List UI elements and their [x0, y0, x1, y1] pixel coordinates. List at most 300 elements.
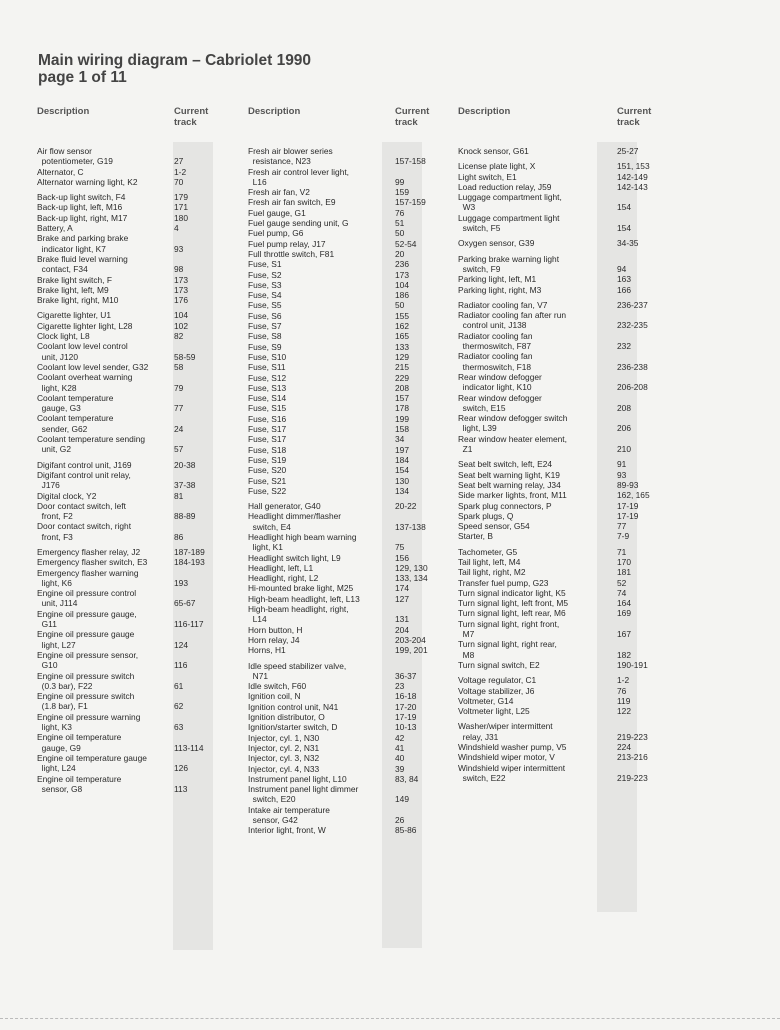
component-description: Brake light switch, F — [37, 274, 112, 285]
component-description: Fuse, S22 — [248, 485, 287, 496]
component-description: Digital clock, Y2 — [37, 490, 97, 501]
component-description: Injector, cyl. 3, N32 — [248, 753, 320, 764]
table-row — [37, 413, 222, 434]
current-track-value: 61 — [174, 680, 184, 691]
table-row — [458, 752, 664, 762]
component-description: Turn signal light, right rear, M8 — [458, 639, 557, 660]
table-row — [458, 686, 664, 696]
component-description: Parking light, right, M3 — [458, 284, 542, 295]
table-row — [248, 239, 453, 249]
table-row — [248, 573, 453, 583]
table-row — [248, 280, 453, 290]
table-row — [37, 275, 222, 285]
current-track-value: 77 — [617, 521, 627, 532]
description-header: Description — [458, 106, 511, 117]
current-track-value: 204 — [395, 624, 409, 635]
current-track-value: 133, 134 — [395, 573, 428, 584]
table-row — [37, 192, 222, 202]
table-row — [248, 635, 453, 645]
component-description: Fuse, S13 — [248, 382, 287, 393]
current-track-value: 86 — [174, 531, 184, 542]
table-row — [458, 172, 664, 182]
table-row — [248, 331, 453, 341]
table-row — [37, 774, 222, 795]
component-description: Coolant overheat warning light, K28 — [37, 372, 133, 393]
current-track-value: 113-114 — [174, 742, 204, 753]
component-description: Interior light, front, W — [248, 825, 326, 836]
current-track-value: 20-22 — [395, 501, 417, 512]
table-row — [458, 598, 664, 608]
current-track-value: 134 — [395, 485, 409, 496]
current-track-value: 193 — [174, 577, 188, 588]
current-track-value: 10-13 — [395, 722, 417, 733]
current-track-value: 165 — [395, 331, 409, 342]
current-track-value: 82 — [174, 331, 184, 342]
component-description: Hi-mounted brake light, M25 — [248, 583, 354, 594]
component-description: Turn signal indicator light, K5 — [458, 587, 566, 598]
component-description: Intake air temperature sensor, G42 — [248, 804, 330, 825]
component-description: Tail light, left, M4 — [458, 556, 521, 567]
table-row — [248, 290, 453, 300]
current-track-value: 93 — [174, 243, 184, 254]
current-track-value: 89-93 — [617, 479, 639, 490]
table-row — [37, 167, 222, 177]
component-description: Battery, A — [37, 223, 73, 234]
component-description: Fuse, S15 — [248, 403, 287, 414]
table-row — [37, 310, 222, 320]
component-description: Horns, H1 — [248, 645, 286, 656]
component-description: Rear window defogger switch, E15 — [458, 392, 542, 413]
table-row — [458, 372, 664, 393]
table-row — [37, 146, 222, 167]
table-row — [458, 547, 664, 557]
current-track-value: 149 — [395, 794, 409, 805]
table-row — [458, 351, 664, 372]
component-description: Seat belt switch, left, E24 — [458, 459, 553, 470]
component-description: Emergency flasher relay, J2 — [37, 546, 141, 557]
component-description: Rear window defogger switch light, L39 — [458, 413, 568, 434]
current-track-value: 63 — [174, 722, 184, 733]
current-track-value: 224 — [617, 742, 631, 753]
table-row — [248, 187, 453, 197]
table-row — [248, 501, 453, 511]
current-track-value: 156 — [395, 552, 409, 563]
current-track-value: 50 — [395, 300, 405, 311]
table-row — [458, 480, 664, 490]
table-row — [248, 228, 453, 238]
current-track-value: 159 — [395, 187, 409, 198]
table-row — [458, 501, 664, 511]
current-track-value: 88-89 — [174, 511, 196, 522]
component-description: Fuse, S5 — [248, 300, 282, 311]
current-track-value: 51 — [395, 218, 405, 229]
component-description: Coolant temperature sending unit, G2 — [37, 434, 146, 455]
component-description: Brake fluid level warning contact, F34 — [37, 253, 128, 275]
component-description: Door contact switch, right front, F3 — [37, 521, 132, 542]
table-row — [248, 414, 453, 424]
page-title — [38, 52, 311, 86]
table-row — [248, 373, 453, 383]
entry-list — [37, 146, 222, 794]
current-track-value: 219-223 — [617, 731, 648, 742]
current-track-value: 17-19 — [617, 510, 639, 521]
table-row — [458, 331, 664, 352]
component-description: Fresh air fan, V2 — [248, 187, 310, 198]
component-description: Coolant low level control unit, J120 — [37, 341, 128, 362]
table-row — [248, 300, 453, 310]
current-track-value: 83, 84 — [395, 773, 419, 784]
component-description: Transfer fuel pump, G23 — [458, 577, 549, 588]
component-description: Instrument panel light, L10 — [248, 773, 347, 784]
current-track-value: 127 — [395, 593, 409, 604]
current-track-value: 155 — [395, 310, 409, 321]
component-description: Engine oil pressure sensor, G10 — [37, 649, 139, 671]
table-row — [37, 393, 222, 414]
table-row — [37, 254, 222, 275]
table-row — [248, 362, 453, 372]
table-row — [458, 285, 664, 295]
current-track-value: 210 — [617, 444, 631, 455]
component-description: Engine oil temperature sensor, G8 — [37, 773, 122, 794]
table-row — [248, 774, 453, 784]
component-description: Rear window defogger indicator light, K10 — [458, 371, 542, 393]
current-track-value: 157 — [395, 393, 409, 404]
table-row — [248, 594, 453, 604]
table-row — [248, 455, 453, 465]
table-row — [37, 295, 222, 305]
current-track-value: 102 — [174, 320, 188, 331]
component-description: Alternator warning light, K2 — [37, 176, 138, 187]
current-track-value: 154 — [617, 223, 631, 234]
table-row — [458, 459, 664, 469]
current-track-value: 142-149 — [617, 171, 648, 182]
current-track-value: 7-9 — [617, 531, 630, 542]
current-track-value: 170 — [617, 556, 631, 567]
component-description: Engine oil pressure control unit, J114 — [37, 588, 137, 609]
current-track-value: 137-138 — [395, 521, 426, 532]
table-row — [248, 424, 453, 434]
component-description: Fresh air blower series resistance, N23 — [248, 146, 333, 167]
component-description: Headlight high beam warning light, K1 — [248, 531, 357, 553]
table-row — [37, 671, 222, 692]
current-track-value: 34 — [395, 434, 405, 445]
table-row — [458, 557, 664, 567]
current-track-value: 104 — [395, 279, 409, 290]
component-description: Fuse, S1 — [248, 259, 282, 270]
component-description: License plate light, X — [458, 161, 536, 172]
current-track-value: 71 — [617, 546, 627, 557]
table-row — [458, 511, 664, 521]
column-header — [248, 106, 453, 128]
current-track-value: 133 — [395, 341, 409, 352]
component-description: Back-up light, left, M16 — [37, 202, 123, 213]
component-description: Turn signal light, right front, M7 — [458, 618, 560, 640]
current-track-value: 17-19 — [395, 712, 417, 723]
table-row — [248, 764, 453, 774]
table-row — [458, 146, 664, 156]
current-track-value: 122 — [617, 706, 631, 717]
table-row — [458, 434, 664, 455]
current-track-value: 17-20 — [395, 701, 417, 712]
component-description: Fuse, S8 — [248, 331, 282, 342]
table-row — [458, 300, 664, 310]
component-description: Fuse, S18 — [248, 444, 287, 455]
component-description: Back-up light, right, M17 — [37, 212, 128, 223]
current-track-value: 203-204 — [395, 634, 426, 645]
current-track-value: 162, 165 — [617, 490, 650, 501]
component-description: Back-up light switch, F4 — [37, 192, 126, 203]
component-description: Coolant temperature sender, G62 — [37, 413, 114, 434]
component-description: Starter, B — [458, 531, 493, 542]
current-track-value: 41 — [395, 742, 405, 753]
component-description: Fuse, S7 — [248, 321, 282, 332]
table-row — [248, 532, 453, 553]
current-track-value: 208 — [395, 382, 409, 393]
current-track-value: 77 — [174, 403, 184, 414]
component-description: Horn relay, J4 — [248, 634, 300, 645]
component-description: Idle speed stabilizer valve, N71 — [248, 660, 347, 681]
component-description: Fuse, S3 — [248, 279, 282, 290]
current-track-value: 173 — [174, 284, 188, 295]
description-header: Description — [37, 106, 90, 117]
component-description: Radiator cooling fan thermoswitch, F18 — [458, 351, 533, 372]
current-track-value: 236-238 — [617, 361, 648, 372]
component-description: Tachometer, G5 — [458, 546, 518, 557]
current-track-value: 129, 130 — [395, 562, 428, 573]
table-row — [458, 588, 664, 598]
table-row — [458, 393, 664, 414]
title-line-1: Main wiring diagram – Cabriolet 1990 — [38, 52, 312, 69]
component-description: Full throttle switch, F81 — [248, 248, 335, 259]
current-track-value: 157-159 — [395, 197, 426, 208]
table-row — [248, 511, 453, 532]
table-row — [248, 702, 453, 712]
table-row — [248, 383, 453, 393]
component-description: Windshield wiper intermittent switch, E22 — [458, 762, 566, 783]
current-track-value: 151, 153 — [617, 161, 650, 172]
table-row — [458, 192, 664, 213]
component-description: Engine oil pressure gauge, G11 — [37, 608, 137, 630]
current-track-value: 181 — [617, 567, 631, 578]
current-track-value: 74 — [617, 587, 627, 598]
table-row — [37, 434, 222, 455]
table-row — [248, 553, 453, 563]
table-row — [458, 660, 664, 670]
component-description: Cigarette lighter light, L28 — [37, 320, 133, 331]
current-track-value: 40 — [395, 753, 405, 764]
current-track-value: 166 — [617, 284, 631, 295]
component-description: Fuse, S14 — [248, 393, 287, 404]
component-description: Hall generator, G40 — [248, 501, 321, 512]
current-track-value: 116 — [174, 660, 188, 671]
table-row — [248, 476, 453, 486]
current-track-value: 199, 201 — [395, 645, 428, 656]
table-row — [458, 470, 664, 480]
current-track-value: 130 — [395, 475, 409, 486]
component-description: Fuel gauge sending unit, G — [248, 218, 349, 229]
table-row — [37, 491, 222, 501]
component-description: Voltage regulator, C1 — [458, 675, 537, 686]
current-track-value: 229 — [395, 372, 409, 383]
component-description: Load reduction relay, J59 — [458, 181, 552, 192]
current-track-value: 184 — [395, 454, 409, 465]
current-track-value: 167 — [617, 629, 631, 640]
table-row — [248, 563, 453, 573]
table-row — [248, 465, 453, 475]
current-track-value: 52-54 — [395, 238, 417, 249]
component-description: Washer/wiper intermittent relay, J31 — [458, 721, 553, 742]
component-description: Turn signal light, left front, M5 — [458, 598, 569, 609]
entry-list — [458, 146, 664, 783]
table-row — [248, 249, 453, 259]
current-track-value: 184-193 — [174, 557, 205, 568]
table-row — [37, 753, 222, 774]
current-track-value: 93 — [617, 469, 627, 480]
current-track-value: 104 — [174, 310, 188, 321]
component-description: Engine oil pressure warning light, K3 — [37, 711, 141, 733]
current-track-value: 187-189 — [174, 546, 205, 557]
component-description: Seat belt warning light, K19 — [458, 469, 560, 480]
table-row — [248, 712, 453, 722]
current-track-value: 26 — [395, 815, 405, 825]
component-description: Headlight switch light, L9 — [248, 552, 341, 563]
component-description: Windshield wiper motor, V — [458, 752, 555, 763]
component-description: Injector, cyl. 1, N30 — [248, 732, 320, 743]
current-track-value: 113 — [174, 783, 188, 794]
current-track-value: 158 — [395, 424, 409, 435]
table-row — [37, 233, 222, 254]
component-description: Voltmeter light, L25 — [458, 706, 530, 717]
table-row — [458, 521, 664, 531]
table-row — [37, 712, 222, 733]
component-description: Engine oil temperature gauge light, L24 — [37, 752, 147, 774]
current-track-value: 58-59 — [174, 351, 196, 362]
component-description: Idle switch, F60 — [248, 681, 307, 692]
table-row — [37, 521, 222, 542]
component-description: Fuse, S6 — [248, 310, 282, 321]
table-row — [248, 208, 453, 218]
table-row — [458, 639, 664, 660]
table-row — [37, 223, 222, 233]
table-row — [248, 604, 453, 625]
current-track-value: 76 — [395, 207, 405, 218]
current-track-value: 208 — [617, 402, 631, 413]
component-description: Headlight, left, L1 — [248, 562, 314, 573]
component-description: Fresh air fan switch, E9 — [248, 197, 336, 208]
table-row — [37, 732, 222, 753]
table-row — [248, 645, 453, 655]
column-header — [458, 106, 664, 128]
current-track-value: 232 — [617, 341, 631, 352]
component-description: Air flow sensor potentiometer, G19 — [37, 146, 113, 167]
table-row — [458, 675, 664, 685]
column-2 — [248, 106, 453, 836]
table-row — [458, 608, 664, 618]
table-row — [37, 547, 222, 557]
current-track-value: 20 — [395, 248, 405, 259]
current-track-value: 129 — [395, 351, 409, 362]
table-row — [458, 413, 664, 434]
component-description: Cigarette lighter, U1 — [37, 310, 112, 321]
table-row — [248, 661, 453, 682]
table-row — [37, 372, 222, 393]
table-row — [37, 341, 222, 362]
table-row — [248, 445, 453, 455]
table-row — [248, 197, 453, 207]
component-description: Fuse, S16 — [248, 413, 287, 424]
component-description: Instrument panel light dimmer switch, E20 — [248, 784, 359, 805]
component-description: Digifant control unit, J169 — [37, 459, 132, 470]
current-track-value: 17-19 — [617, 500, 639, 511]
component-description: Speed sensor, G54 — [458, 521, 530, 532]
current-track-value: 98 — [174, 264, 184, 275]
current-track-value: 70 — [174, 176, 184, 187]
current-track-value: 25-27 — [617, 146, 639, 156]
current-track-value: 50 — [395, 228, 405, 239]
table-row — [458, 531, 664, 541]
current-track-value: 162 — [395, 321, 409, 332]
component-description: Fuse, S4 — [248, 290, 282, 301]
current-track-value: 171 — [174, 202, 188, 213]
component-description: Seat belt warning relay, J34 — [458, 479, 561, 490]
component-description: Coolant temperature gauge, G3 — [37, 392, 114, 414]
current-track-value: 124 — [174, 639, 188, 650]
current-track-value: 157-158 — [395, 156, 426, 167]
component-description: Fuse, S10 — [248, 351, 287, 362]
table-row — [248, 270, 453, 280]
component-description: Horn button, H — [248, 624, 303, 635]
table-row — [248, 403, 453, 413]
component-description: Injector, cyl. 4, N33 — [248, 763, 320, 774]
column-header — [37, 106, 222, 128]
table-row — [458, 161, 664, 171]
table-row — [248, 681, 453, 691]
component-description: Turn signal light, left rear, M6 — [458, 608, 566, 619]
current-track-header: Current track — [174, 106, 209, 128]
current-track-header: Current track — [617, 106, 652, 128]
table-row — [458, 274, 664, 284]
table-row — [458, 742, 664, 752]
component-description: Engine oil pressure gauge light, L27 — [37, 629, 135, 650]
component-description: Fuse, S20 — [248, 465, 287, 476]
current-track-value: 176 — [174, 295, 188, 306]
component-description: Fuse, S21 — [248, 475, 287, 486]
component-description: Oxygen sensor, G39 — [458, 238, 535, 249]
current-track-value: 16-18 — [395, 691, 417, 702]
table-row — [37, 177, 222, 187]
table-row — [37, 568, 222, 589]
current-track-value: 27 — [174, 156, 184, 167]
component-description: Turn signal switch, E2 — [458, 659, 540, 670]
component-description: Fresh air control lever light, L16 — [248, 166, 350, 187]
table-row — [248, 218, 453, 228]
table-row — [37, 321, 222, 331]
component-description: Brake light, right, M10 — [37, 295, 119, 306]
component-description: Voltmeter, G14 — [458, 695, 514, 706]
current-track-value: 131 — [395, 614, 409, 625]
current-track-value: 164 — [617, 598, 631, 609]
current-track-value: 215 — [395, 362, 409, 373]
table-row — [37, 213, 222, 223]
table-row — [248, 691, 453, 701]
component-description: Knock sensor, G61 — [458, 146, 529, 156]
description-header: Description — [248, 106, 301, 117]
table-row — [458, 721, 664, 742]
component-description: High-beam headlight, right, L14 — [248, 604, 349, 625]
component-description: Emergency flasher warning light, K6 — [37, 567, 139, 588]
component-description: Fuse, S9 — [248, 341, 282, 352]
table-row — [37, 285, 222, 295]
